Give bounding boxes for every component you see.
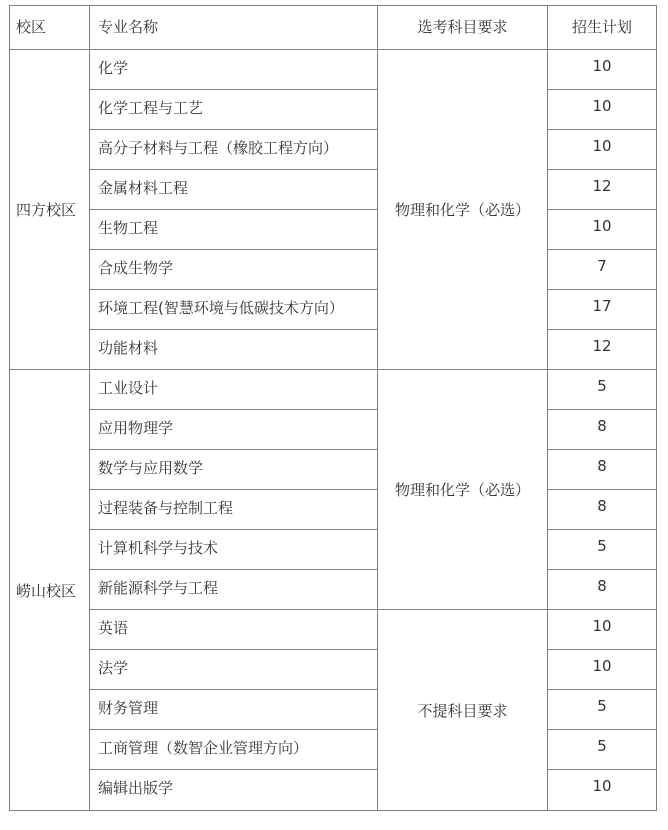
- plan-cell: 10: [548, 130, 657, 170]
- table-row: [10, 170, 657, 210]
- table-row: [10, 730, 657, 770]
- major-cell: 金属材料工程: [90, 170, 378, 210]
- table-row: [10, 450, 657, 490]
- major-cell: 生物工程: [90, 210, 378, 250]
- requirement-cell: 不提科目要求: [378, 610, 548, 811]
- table-row: [10, 410, 657, 450]
- major-cell: 化学工程与工艺: [90, 90, 378, 130]
- plan-cell: 12: [548, 170, 657, 210]
- plan-cell: 10: [548, 650, 657, 690]
- major-cell: 财务管理: [90, 690, 378, 730]
- header-campus: 校区: [10, 6, 90, 50]
- plan-cell: 10: [548, 610, 657, 650]
- admission-plan-table: [9, 5, 657, 811]
- table-row: [10, 530, 657, 570]
- plan-cell: 10: [548, 770, 657, 811]
- major-cell: 过程装备与控制工程: [90, 490, 378, 530]
- table-row: [10, 690, 657, 730]
- plan-cell: 10: [548, 90, 657, 130]
- table-row: [10, 610, 657, 650]
- table-row: [10, 290, 657, 330]
- requirement-cell: 物理和化学（必选）: [378, 50, 548, 370]
- major-cell: 新能源科学与工程: [90, 570, 378, 610]
- plan-cell: 5: [548, 730, 657, 770]
- plan-cell: 8: [548, 570, 657, 610]
- plan-cell: 17: [548, 290, 657, 330]
- plan-cell: 7: [548, 250, 657, 290]
- requirement-cell: 物理和化学（必选）: [378, 370, 548, 610]
- major-cell: 法学: [90, 650, 378, 690]
- header-requirement: 选考科目要求: [378, 6, 548, 50]
- table-row: [10, 90, 657, 130]
- table-row: [10, 490, 657, 530]
- table-row: [10, 370, 657, 410]
- plan-cell: 5: [548, 370, 657, 410]
- major-cell: 合成生物学: [90, 250, 378, 290]
- header-major: 专业名称: [90, 6, 378, 50]
- major-cell: 编辑出版学: [90, 770, 378, 811]
- table-row: [10, 210, 657, 250]
- major-cell: 工商管理（数智企业管理方向）: [90, 730, 378, 770]
- major-cell: 功能材料: [90, 330, 378, 370]
- major-cell: 英语: [90, 610, 378, 650]
- plan-cell: 8: [548, 450, 657, 490]
- plan-cell: 8: [548, 490, 657, 530]
- table-header-row: [10, 6, 657, 50]
- major-cell: 化学: [90, 50, 378, 90]
- major-cell: 环境工程(智慧环境与低碳技术方向）: [90, 290, 378, 330]
- campus-cell-sifang: 四方校区: [10, 50, 90, 370]
- major-cell: 高分子材料与工程（橡胶工程方向）: [90, 130, 378, 170]
- major-cell: 工业设计: [90, 370, 378, 410]
- table-row: [10, 570, 657, 610]
- major-cell: 数学与应用数学: [90, 450, 378, 490]
- table-row: [10, 250, 657, 290]
- table-row: [10, 770, 657, 811]
- plan-cell: 10: [548, 50, 657, 90]
- table-row: [10, 330, 657, 370]
- header-plan: 招生计划: [548, 6, 657, 50]
- table-row: [10, 130, 657, 170]
- plan-cell: 5: [548, 530, 657, 570]
- campus-cell-laoshan: 崂山校区: [10, 370, 90, 811]
- plan-cell: 5: [548, 690, 657, 730]
- plan-cell: 8: [548, 410, 657, 450]
- table-row: [10, 650, 657, 690]
- plan-cell: 12: [548, 330, 657, 370]
- major-cell: 计算机科学与技术: [90, 530, 378, 570]
- major-cell: 应用物理学: [90, 410, 378, 450]
- plan-cell: 10: [548, 210, 657, 250]
- table-row: [10, 50, 657, 90]
